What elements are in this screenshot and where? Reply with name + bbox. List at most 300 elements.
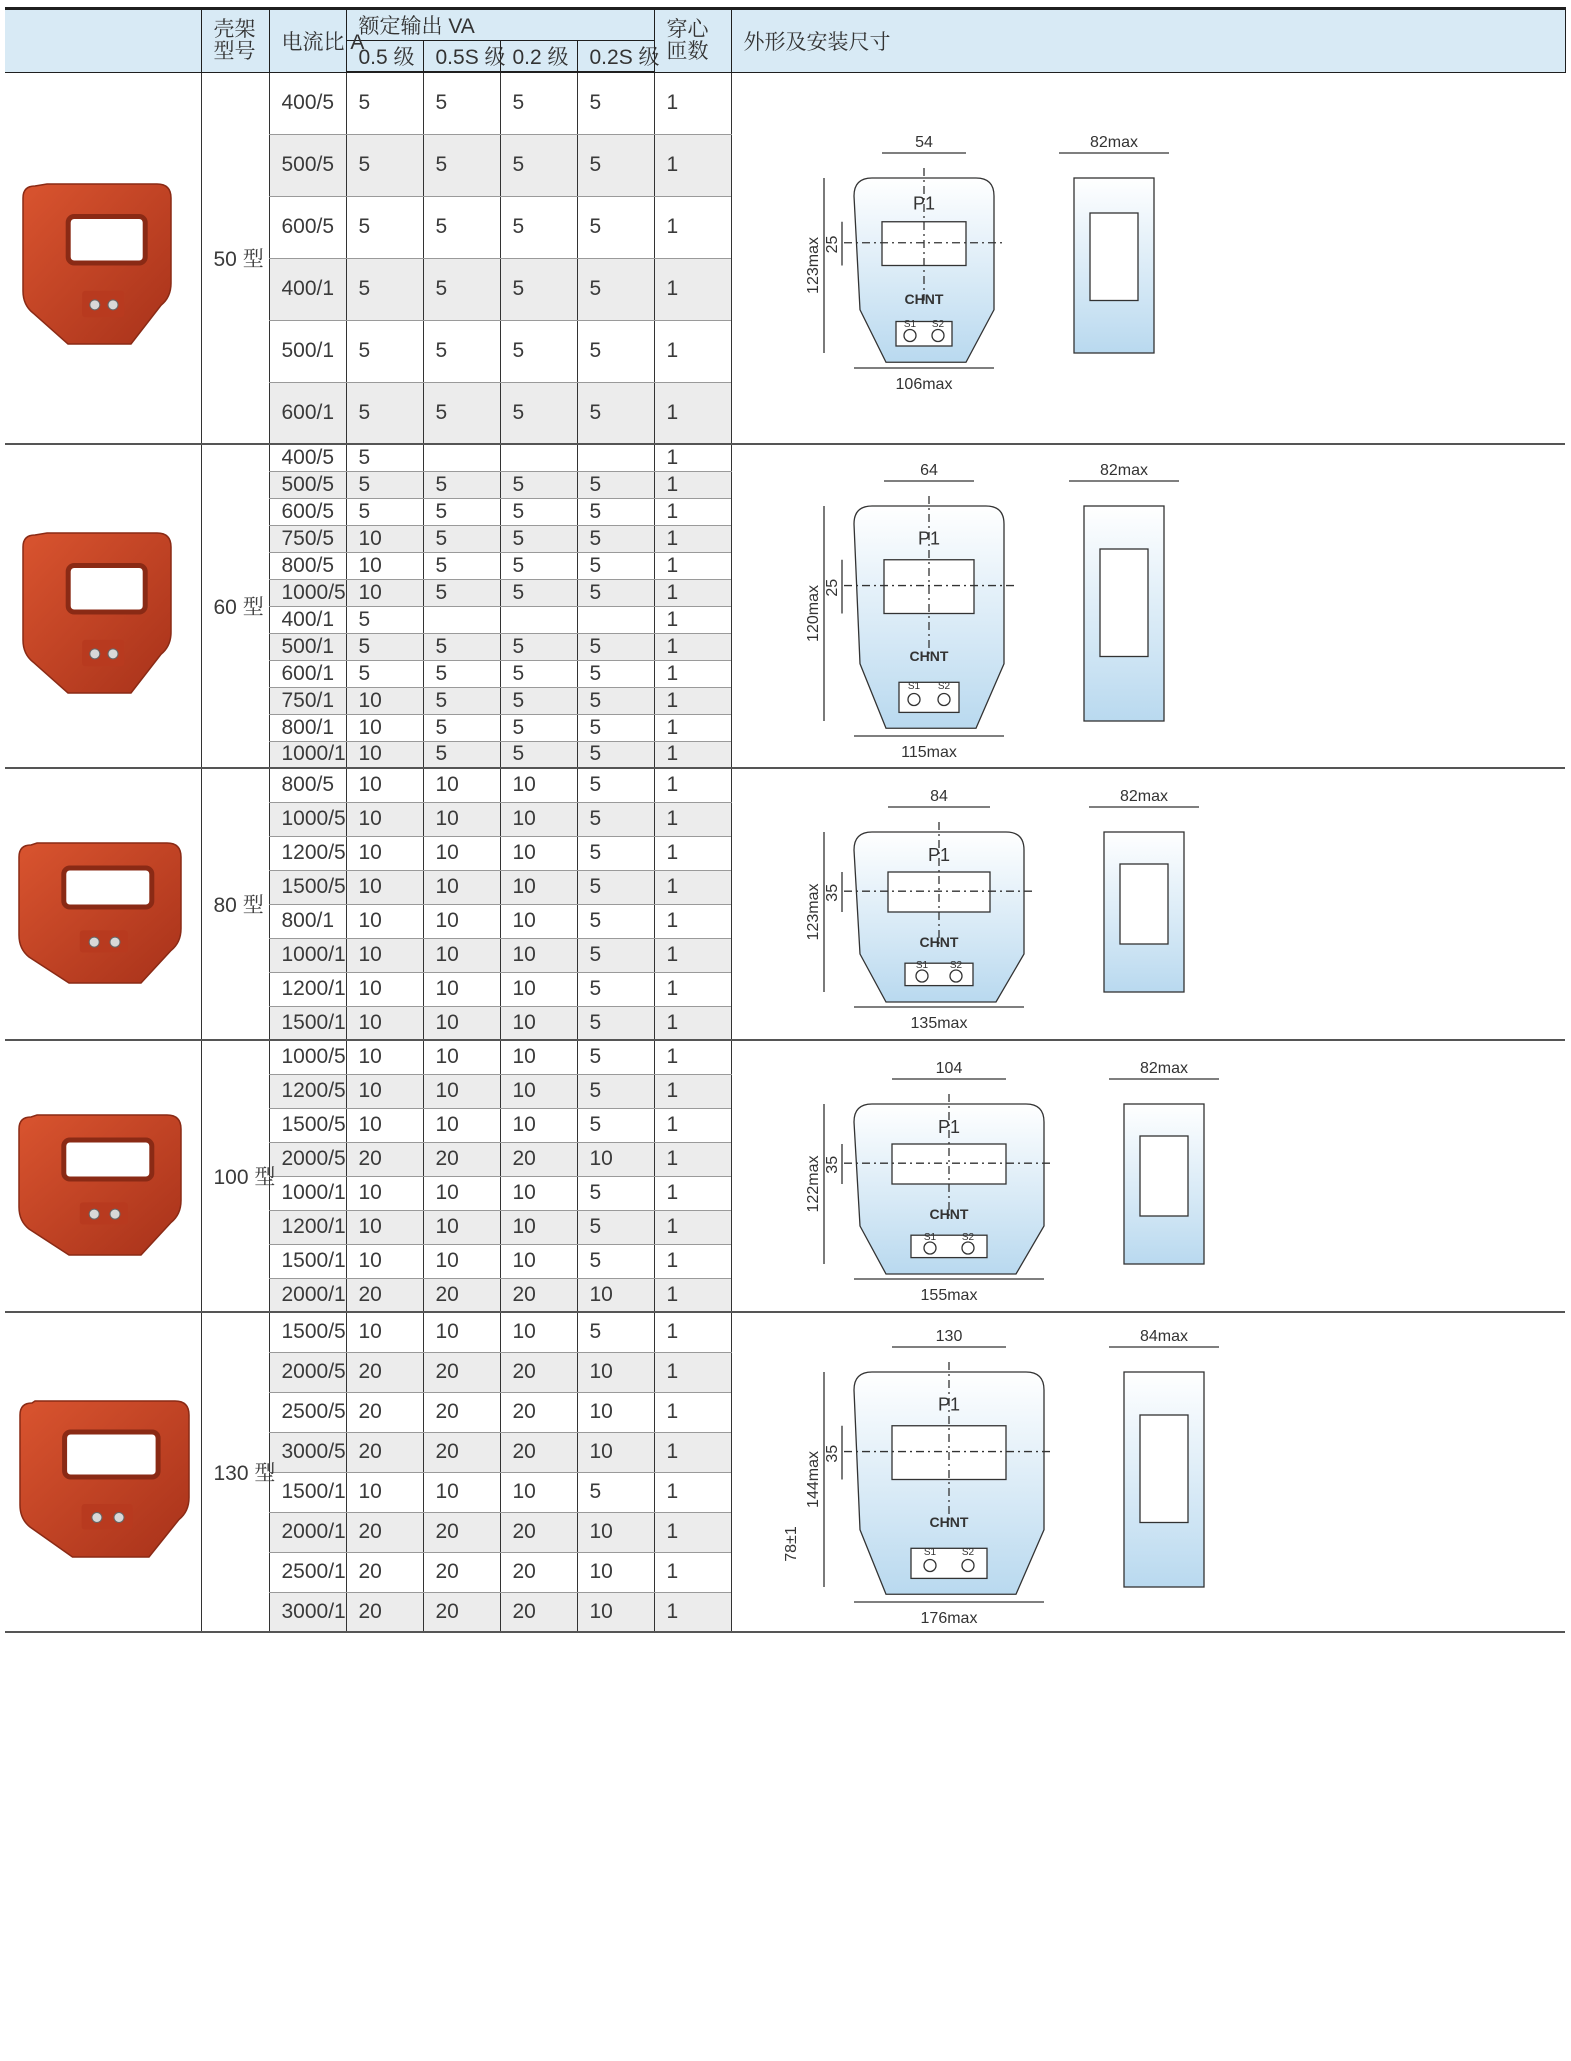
turns-cell: 1 (654, 1472, 731, 1512)
turns-cell: 1 (654, 836, 731, 870)
class-05-cell: 5 (346, 320, 423, 382)
dimension-drawing (764, 777, 1284, 1032)
transformer-photo (29, 170, 189, 345)
turns-cell: 1 (654, 1142, 731, 1176)
product-photo-cell (5, 444, 201, 768)
class-05-cell: 10 (346, 972, 423, 1006)
turns-cell: 1 (654, 660, 731, 687)
class-02s-cell: 5 (577, 1244, 654, 1278)
class-02-cell: 20 (500, 1592, 577, 1632)
turns-cell: 1 (654, 802, 731, 836)
turns-cell: 1 (654, 1074, 731, 1108)
class-02-cell: 5 (500, 660, 577, 687)
class-05s-cell: 5 (423, 579, 500, 606)
class-02s-cell: 10 (577, 1552, 654, 1592)
ratio-cell: 500/1 (269, 633, 346, 660)
class-05-cell: 10 (346, 579, 423, 606)
label-brand: CHNT (929, 1513, 968, 1530)
label-p1: P1 (937, 1116, 960, 1137)
class-05s-cell: 10 (423, 1244, 500, 1278)
class-05s-cell: 5 (423, 498, 500, 525)
class-05-cell: 20 (346, 1512, 423, 1552)
class-02-cell (500, 606, 577, 633)
class-02-cell: 10 (500, 1176, 577, 1210)
header-dimensions: 外形及安装尺寸 (731, 9, 1565, 73)
class-02-cell: 5 (500, 320, 577, 382)
class-05s-cell: 5 (423, 258, 500, 320)
dimension-drawing (764, 1049, 1284, 1304)
turns-cell: 1 (654, 579, 731, 606)
class-02-cell: 5 (500, 633, 577, 660)
ratio-cell: 400/5 (269, 444, 346, 471)
class-05s-cell: 20 (423, 1392, 500, 1432)
turns-cell: 1 (654, 1512, 731, 1552)
dim-overall-width: 176max (920, 1610, 978, 1627)
class-05-cell: 10 (346, 1006, 423, 1040)
ratio-cell: 2500/5 (269, 1392, 346, 1432)
class-02s-cell: 5 (577, 1108, 654, 1142)
class-02-cell: 10 (500, 1006, 577, 1040)
ratio-cell: 1200/5 (269, 1074, 346, 1108)
ratio-cell: 600/5 (269, 196, 346, 258)
class-05-cell: 5 (346, 134, 423, 196)
class-02s-cell: 5 (577, 972, 654, 1006)
frame-model-cell: 100 型 (201, 1040, 269, 1312)
ratio-cell: 500/1 (269, 320, 346, 382)
class-05-cell: 20 (346, 1142, 423, 1176)
class-02-cell: 20 (500, 1552, 577, 1592)
class-02s-cell: 5 (577, 1312, 654, 1352)
ratio-cell: 2000/5 (269, 1142, 346, 1176)
class-02s-cell: 5 (577, 904, 654, 938)
dim-height: 122max (804, 1155, 822, 1212)
label-p1: P1 (937, 1394, 960, 1415)
transformer-photo (19, 829, 199, 979)
class-05s-cell: 5 (423, 134, 500, 196)
class-05-cell: 10 (346, 836, 423, 870)
turns-cell: 1 (654, 687, 731, 714)
header-class-05s: 0.5S 级 (423, 41, 500, 73)
class-05-cell: 10 (346, 870, 423, 904)
dim-overall-width: 106max (895, 375, 953, 393)
label-brand: CHNT (904, 290, 943, 307)
class-02s-cell: 5 (577, 471, 654, 498)
class-02s-cell: 5 (577, 1040, 654, 1074)
class-02-cell: 20 (500, 1352, 577, 1392)
class-02s-cell: 5 (577, 1472, 654, 1512)
class-02-cell: 10 (500, 1312, 577, 1352)
class-02s-cell: 5 (577, 258, 654, 320)
turns-cell: 1 (654, 972, 731, 1006)
class-02s-cell (577, 606, 654, 633)
ratio-cell: 750/1 (269, 687, 346, 714)
class-02s-cell: 5 (577, 196, 654, 258)
dimension-drawing-cell (731, 1312, 1565, 1632)
dim-window-gap: 35 (823, 1155, 841, 1174)
turns-cell: 1 (654, 606, 731, 633)
class-02-cell: 5 (500, 134, 577, 196)
dim-window-width: 130 (935, 1328, 962, 1345)
class-05s-cell: 5 (423, 382, 500, 444)
class-05s-cell: 10 (423, 768, 500, 802)
dim-depth: 82max (1089, 133, 1138, 151)
class-05-cell: 10 (346, 714, 423, 741)
class-05-cell: 20 (346, 1592, 423, 1632)
header-frame-model: 壳架 型号 (201, 9, 269, 73)
ratio-cell: 800/1 (269, 904, 346, 938)
class-02s-cell: 5 (577, 72, 654, 134)
dim-overall-width: 135max (910, 1014, 968, 1032)
label-s2: S2 (949, 959, 962, 971)
class-02s-cell: 5 (577, 579, 654, 606)
class-02-cell: 20 (500, 1512, 577, 1552)
label-p1: P1 (912, 193, 935, 214)
label-s1: S1 (923, 1231, 936, 1243)
class-02-cell (500, 444, 577, 471)
label-s1: S1 (903, 318, 916, 330)
dim-aux: 78±1 (782, 1526, 800, 1562)
ratio-cell: 1500/1 (269, 1244, 346, 1278)
dim-overall-width: 115max (900, 744, 957, 761)
label-s2: S2 (961, 1546, 974, 1558)
label-p1: P1 (927, 844, 950, 865)
class-02s-cell: 10 (577, 1512, 654, 1552)
turns-cell: 1 (654, 938, 731, 972)
class-02-cell: 5 (500, 72, 577, 134)
label-s1: S1 (907, 680, 920, 692)
ratio-cell: 400/1 (269, 258, 346, 320)
class-02s-cell: 5 (577, 525, 654, 552)
turns-cell: 1 (654, 633, 731, 660)
class-05s-cell: 5 (423, 741, 500, 768)
class-05-cell: 10 (346, 802, 423, 836)
class-02-cell: 20 (500, 1392, 577, 1432)
turns-cell: 1 (654, 1006, 731, 1040)
turns-cell: 1 (654, 196, 731, 258)
specification-table (5, 7, 1566, 1633)
ratio-cell: 1200/5 (269, 836, 346, 870)
ratio-cell: 2000/1 (269, 1512, 346, 1552)
class-05-cell: 10 (346, 687, 423, 714)
class-05s-cell: 5 (423, 196, 500, 258)
dim-window-width: 64 (919, 462, 938, 479)
class-02s-cell: 10 (577, 1142, 654, 1176)
class-02s-cell: 5 (577, 768, 654, 802)
class-05s-cell: 20 (423, 1432, 500, 1472)
product-photo-cell (5, 72, 201, 444)
class-05s-cell: 20 (423, 1352, 500, 1392)
class-02-cell: 10 (500, 836, 577, 870)
class-02-cell: 5 (500, 525, 577, 552)
ratio-cell: 600/1 (269, 660, 346, 687)
class-05s-cell: 5 (423, 525, 500, 552)
turns-cell: 1 (654, 498, 731, 525)
class-02s-cell: 5 (577, 1074, 654, 1108)
class-05s-cell: 5 (423, 320, 500, 382)
dim-depth: 82max (1139, 1059, 1188, 1077)
class-02-cell: 5 (500, 196, 577, 258)
class-02s-cell: 5 (577, 938, 654, 972)
class-02s-cell: 5 (577, 714, 654, 741)
header-class-05: 0.5 级 (346, 41, 423, 73)
class-05-cell: 5 (346, 498, 423, 525)
class-02s-cell: 5 (577, 836, 654, 870)
dimension-drawing (764, 1317, 1284, 1627)
turns-cell: 1 (654, 904, 731, 938)
class-02-cell: 10 (500, 938, 577, 972)
dimension-drawing (764, 123, 1284, 393)
turns-cell: 1 (654, 525, 731, 552)
ratio-cell: 1000/5 (269, 1040, 346, 1074)
class-05s-cell: 20 (423, 1512, 500, 1552)
transformer-photo (17, 1387, 207, 1557)
header-current-ratio: 电流比 A (269, 9, 346, 73)
class-05s-cell (423, 606, 500, 633)
class-05-cell: 10 (346, 1312, 423, 1352)
dim-height: 123max (804, 236, 822, 294)
ratio-cell: 600/5 (269, 498, 346, 525)
label-brand: CHNT (929, 1205, 968, 1222)
class-05s-cell: 5 (423, 471, 500, 498)
class-02-cell: 5 (500, 498, 577, 525)
spec-table-body (5, 72, 1565, 1632)
spec-table-container (5, 7, 1565, 2032)
class-05s-cell: 20 (423, 1142, 500, 1176)
ratio-cell: 800/5 (269, 552, 346, 579)
class-05-cell: 10 (346, 741, 423, 768)
class-05-cell: 5 (346, 444, 423, 471)
class-02s-cell: 5 (577, 660, 654, 687)
class-02s-cell: 5 (577, 870, 654, 904)
dim-height: 123max (804, 883, 822, 940)
class-02-cell: 10 (500, 802, 577, 836)
class-05-cell: 10 (346, 938, 423, 972)
frame-model-cell: 130 型 (201, 1312, 269, 1632)
class-05-cell: 10 (346, 1244, 423, 1278)
class-02-cell: 10 (500, 1210, 577, 1244)
class-05s-cell: 5 (423, 660, 500, 687)
class-02-cell: 5 (500, 741, 577, 768)
class-05s-cell: 10 (423, 938, 500, 972)
class-05s-cell: 10 (423, 1176, 500, 1210)
dimension-drawing (764, 451, 1284, 761)
turns-cell: 1 (654, 870, 731, 904)
ratio-cell: 1200/1 (269, 972, 346, 1006)
class-05s-cell: 20 (423, 1278, 500, 1312)
ratio-cell: 1200/1 (269, 1210, 346, 1244)
header-photo-blank (5, 9, 201, 73)
ratio-cell: 1500/5 (269, 870, 346, 904)
ratio-cell: 3000/5 (269, 1432, 346, 1472)
class-02s-cell: 5 (577, 498, 654, 525)
ratio-cell: 600/1 (269, 382, 346, 444)
turns-cell: 1 (654, 1176, 731, 1210)
class-02-cell: 5 (500, 471, 577, 498)
transformer-photo (29, 519, 189, 694)
header-rated-output: 额定输出 VA (346, 9, 654, 41)
class-05-cell: 10 (346, 1472, 423, 1512)
table-row (5, 768, 1565, 802)
class-02s-cell: 5 (577, 552, 654, 579)
ratio-cell: 1000/1 (269, 1176, 346, 1210)
class-02-cell: 10 (500, 870, 577, 904)
class-02s-cell: 5 (577, 1006, 654, 1040)
label-s2: S2 (931, 318, 944, 330)
class-02-cell: 5 (500, 579, 577, 606)
class-05s-cell: 10 (423, 1108, 500, 1142)
class-05s-cell: 20 (423, 1592, 500, 1632)
turns-cell: 1 (654, 768, 731, 802)
turns-cell: 1 (654, 1040, 731, 1074)
ratio-cell: 800/5 (269, 768, 346, 802)
class-05s-cell: 10 (423, 1312, 500, 1352)
class-05-cell: 5 (346, 660, 423, 687)
class-02-cell: 10 (500, 904, 577, 938)
class-05-cell: 10 (346, 552, 423, 579)
class-02-cell: 20 (500, 1278, 577, 1312)
turns-cell: 1 (654, 1312, 731, 1352)
class-05s-cell: 10 (423, 904, 500, 938)
dim-overall-width: 155max (920, 1286, 978, 1304)
turns-cell: 1 (654, 1392, 731, 1432)
class-02s-cell (577, 444, 654, 471)
class-05-cell: 5 (346, 606, 423, 633)
table-row (5, 1040, 1565, 1074)
ratio-cell: 1000/1 (269, 938, 346, 972)
dimension-drawing-cell (731, 444, 1565, 768)
ratio-cell: 800/1 (269, 714, 346, 741)
label-s2: S2 (961, 1231, 974, 1243)
ratio-cell: 750/5 (269, 525, 346, 552)
label-brand: CHNT (909, 647, 948, 664)
frame-model-cell: 60 型 (201, 444, 269, 768)
turns-cell: 1 (654, 1552, 731, 1592)
class-05-cell: 20 (346, 1352, 423, 1392)
class-05s-cell: 10 (423, 836, 500, 870)
class-02s-cell: 10 (577, 1392, 654, 1432)
ratio-cell: 3000/1 (269, 1592, 346, 1632)
class-05-cell: 5 (346, 633, 423, 660)
dim-depth: 84max (1139, 1328, 1188, 1345)
class-02s-cell: 5 (577, 134, 654, 196)
product-photo-cell (5, 768, 201, 1040)
class-02-cell: 5 (500, 382, 577, 444)
class-02-cell: 5 (500, 552, 577, 579)
ratio-cell: 1000/1 (269, 741, 346, 768)
class-05s-cell: 10 (423, 870, 500, 904)
turns-cell: 1 (654, 1352, 731, 1392)
dimension-drawing-cell (731, 1040, 1565, 1312)
class-02-cell: 5 (500, 258, 577, 320)
class-05-cell: 5 (346, 258, 423, 320)
class-05s-cell (423, 444, 500, 471)
table-row (5, 444, 1565, 471)
class-02s-cell: 5 (577, 382, 654, 444)
turns-cell: 1 (654, 382, 731, 444)
class-05s-cell: 10 (423, 802, 500, 836)
dim-window-gap: 35 (823, 883, 841, 902)
ratio-cell: 1500/5 (269, 1312, 346, 1352)
class-05s-cell: 5 (423, 714, 500, 741)
label-s1: S1 (923, 1546, 936, 1558)
class-05s-cell: 5 (423, 687, 500, 714)
class-02-cell: 10 (500, 1244, 577, 1278)
turns-cell: 1 (654, 320, 731, 382)
label-brand: CHNT (919, 933, 958, 950)
dim-window-gap: 25 (823, 235, 841, 254)
dim-height: 120max (804, 585, 822, 642)
class-02s-cell: 5 (577, 687, 654, 714)
turns-cell: 1 (654, 714, 731, 741)
turns-cell: 1 (654, 552, 731, 579)
class-02s-cell: 5 (577, 320, 654, 382)
dim-window-width: 84 (929, 787, 948, 805)
class-02s-cell: 5 (577, 741, 654, 768)
class-05-cell: 20 (346, 1392, 423, 1432)
class-05-cell: 20 (346, 1432, 423, 1472)
turns-cell: 1 (654, 1108, 731, 1142)
class-05-cell: 10 (346, 1074, 423, 1108)
ratio-cell: 400/1 (269, 606, 346, 633)
class-05s-cell: 10 (423, 972, 500, 1006)
turns-cell: 1 (654, 444, 731, 471)
ratio-cell: 1500/1 (269, 1006, 346, 1040)
frame-model-cell: 80 型 (201, 768, 269, 1040)
class-05s-cell: 10 (423, 1472, 500, 1512)
ratio-cell: 1000/5 (269, 579, 346, 606)
table-row (5, 72, 1565, 134)
class-05-cell: 10 (346, 1210, 423, 1244)
class-02-cell: 10 (500, 1074, 577, 1108)
ratio-cell: 2000/1 (269, 1278, 346, 1312)
table-row (5, 1312, 1565, 1352)
turns-cell: 1 (654, 1210, 731, 1244)
class-05s-cell: 10 (423, 1006, 500, 1040)
class-02-cell: 10 (500, 768, 577, 802)
class-05s-cell: 10 (423, 1074, 500, 1108)
class-02s-cell: 10 (577, 1592, 654, 1632)
ratio-cell: 1000/5 (269, 802, 346, 836)
class-05-cell: 10 (346, 904, 423, 938)
class-02-cell: 5 (500, 687, 577, 714)
turns-cell: 1 (654, 134, 731, 196)
class-05-cell: 10 (346, 525, 423, 552)
dimension-drawing-cell (731, 72, 1565, 444)
class-05-cell: 10 (346, 768, 423, 802)
turns-cell: 1 (654, 1432, 731, 1472)
class-05-cell: 5 (346, 382, 423, 444)
class-05-cell: 5 (346, 196, 423, 258)
label-s2: S2 (937, 680, 950, 692)
turns-cell: 1 (654, 72, 731, 134)
class-05-cell: 5 (346, 471, 423, 498)
ratio-cell: 2500/1 (269, 1552, 346, 1592)
class-05-cell: 10 (346, 1176, 423, 1210)
product-photo-cell (5, 1040, 201, 1312)
class-02-cell: 5 (500, 714, 577, 741)
ratio-cell: 500/5 (269, 134, 346, 196)
dim-window-width: 54 (914, 133, 933, 151)
turns-cell: 1 (654, 1592, 731, 1632)
product-photo-cell (5, 1312, 201, 1632)
class-02-cell: 10 (500, 1040, 577, 1074)
class-02-cell: 20 (500, 1142, 577, 1176)
dim-window-gap: 25 (823, 578, 841, 597)
header-turns: 穿心 匝数 (654, 9, 731, 73)
class-05-cell: 20 (346, 1552, 423, 1592)
ratio-cell: 500/5 (269, 471, 346, 498)
class-02s-cell: 5 (577, 802, 654, 836)
